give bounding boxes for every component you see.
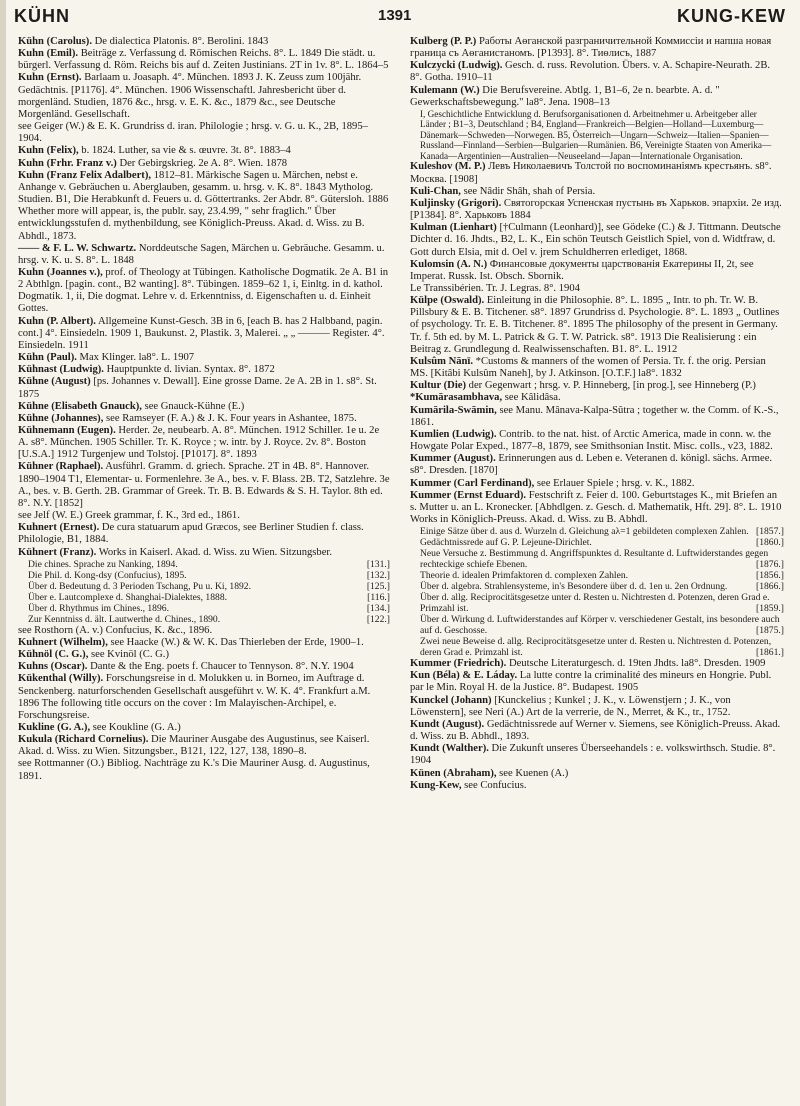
entry-body: see Gnauck-Kühne (E.): [141, 400, 245, 412]
entry-body: I, Geschichtliche Entwicklung d. Berufsorganisationen d. Arbeitnehmer u. Arbeitgeber aller Länder ; B1–3, Deutschland ; B4, England—Frankreich—Belgien—Holland—Luxemburg—Dänemark—Schweden—Norwegen. B5, Österreich—Ungarn—Schweiz—Italien—Spanien—Russland—Finnland—Serbien—Bulgarien—Rumänien. B6, Vereinigte Staaten von Amerika—Kanada—Argentinien—Australien—Neuseeland—Japan—Internationale Organisation.: [420, 108, 772, 161]
entry-heading: Kühn (Carolus).: [18, 36, 92, 47]
entry-heading: Künen (Abraham),: [410, 767, 497, 779]
entry-heading: Kuhn (Felix),: [18, 145, 79, 157]
entry-heading: Kulomsin (A. N.): [410, 258, 488, 270]
entry-body: Herder. 2e, neubearb. A. 8°. München. 1912 Schiller. 1e u. 2e A. s8°. München. 1905 Schiller. Tr. K. Royce ; w. intr. by J. Royce. 2v. 8°. Boston [U.S.A.] 1912 Turgenjew und Tolstoj. [P1017]. 8°. 1893: [18, 425, 380, 461]
entry-heading: Kuleshov (M. P.): [410, 161, 486, 173]
entry-heading: Kummer (Ernst Eduard).: [410, 489, 527, 501]
work-title: Zwei neue Beweise d. allg. Reciprocitätsgesetze unter d. Resten u. Nichtresten d. Potenzen, deren Grad e. Primzahl ist.: [420, 636, 772, 659]
entry-heading: Kundt (August).: [410, 718, 485, 730]
catalog-entry: [410, 259, 784, 283]
entry-body: Dante & the Eng. poets f. Chaucer to Tennyson. 8°. N.Y. 1904: [87, 661, 354, 673]
catalog-entry: [18, 267, 390, 316]
entry-body: Forschungsreise in d. Molukken u. in Borneo, im Auftrage d. Senckenberg. naturforschenden Gesellschaft ausgeführt v. W. K. 4°. Frankfurt a.M. 1896 The following title occurs on the cover : Im Malayischen-Archipel, e. Forschungsreise.: [18, 673, 371, 721]
catalog-entry: [410, 780, 784, 792]
entry-heading: Kühne (August): [18, 376, 91, 388]
entry-body: Die Mauriner Ausgabe des Augustinus, see Kaiserl. Akad. d. Wiss. zu Wien. Sitzungsber., B121, 122, 127, 138, 1890–8.: [18, 734, 370, 758]
entry-body: Beiträge z. Verfassung d. Römischen Reichs. 8°. L. 1849 Die städt. u. bürgerl. Verfassung d. Röm. Reichs bis auf d. Zeiten Justinians. 2T in 1v. 8°. L. 1864–5: [18, 48, 389, 72]
catalog-entry: [410, 295, 784, 356]
work-reference: [1860.]: [756, 537, 784, 549]
entry-heading: Kühnast (Ludwig).: [18, 364, 104, 376]
catalog-entry: [410, 109, 784, 162]
entry-heading: Kummer (Friedrich).: [410, 658, 507, 670]
work-reference: [1861.]: [756, 647, 784, 659]
entry-body: *Customs & manners of the women of Persia. Tr. f. the orig. Persian MS. [Kitâbi Kulsûm Naneh], by J. Atkinson. [O.T.F.] la8°. 1832: [410, 355, 766, 380]
entry-body: De cura statuarum apud Græcos, see Berliner Studien f. class. Philologie, B1, 1884.: [18, 522, 364, 546]
catalog-entry: [18, 36, 390, 48]
catalog-entry: [18, 376, 390, 400]
work-title: Über e. Lautcomplexe d. Shanghai-Dialektes, 1888.: [28, 591, 228, 603]
entry-heading: Kuhnert (Ernest).: [18, 522, 100, 534]
work-title: Über d. allg. Reciprocitätsgesetze unter d. Resten u. Nichtresten d. Potenzen, deren Grad e. Primzahl ist.: [420, 592, 770, 615]
entry-heading: Kuhn (P. Albert).: [18, 315, 96, 327]
entry-heading: Kühner (Raphael).: [18, 461, 104, 473]
entry-body: see Kouklinе (G. A.): [90, 721, 181, 733]
catalog-entry: [410, 719, 784, 743]
catalog-entry: [18, 734, 390, 758]
entry-body: see Erlauer Spiele ; hrsg. v. K., 1882.: [534, 477, 695, 489]
left-column: [18, 36, 390, 783]
entry-body: Левъ Николаевичъ Толстой по воспоминаніямъ крестьянъ. s8°. Москва. [1908]: [410, 161, 772, 185]
entry-heading: Kundt (Walther).: [410, 743, 489, 755]
entry-body: Gedächtnissrede auf Werner v. Siemens, see Königlich-Preuss. Akad. d. Wiss. zu B. Abhdl., 1893.: [410, 718, 781, 743]
catalog-entry: [410, 768, 784, 780]
entry-heading: Kumārila-Swāmin,: [410, 404, 497, 416]
work-list-item: [410, 592, 784, 614]
entry-body: see Jelf (W. E.) Greek grammar, f. K., 3rd ed., 1861.: [18, 510, 240, 522]
catalog-entry: [410, 392, 784, 404]
entry-body: Deutsche Literaturgesch. d. 19ten Jhdts. la8°. Dresden. 1909: [506, 658, 766, 670]
work-list-item: [410, 614, 784, 636]
catalog-entry: [18, 547, 390, 559]
entry-heading: Külpe (Oswald).: [410, 295, 485, 307]
entry-body: see Haacke (W.) & W. K. Das Thierleben der Erde, 1900–1.: [107, 636, 364, 648]
catalog-entry: [410, 453, 784, 477]
entry-body: b. 1824. Luther, sa vie & s. œuvre. 3t. 8°. 1883–4: [78, 145, 291, 157]
catalog-entry: [18, 461, 390, 510]
entry-body: see Kâlidâsa.: [502, 392, 561, 404]
entry-body: prof. of Theology at Tübingen. Katholische Dogmatik. 2e A. B1 in 2 Abthlgn. [pagin. cont., B2 wanting]. 8°. Tübingen. 1859–62 1, i, Einltg. in d. kathol. Dogmatik. 1, ii, Die dogmat. Lehre v. d. Erkenntniss, d. Eigenschaften u. d. Einheit Gottes.: [18, 266, 389, 315]
entry-heading: Kulsûm Nānī.: [410, 355, 473, 367]
entry-body: Hauptpunkte d. livian. Syntax. 8°. 1872: [103, 364, 275, 376]
catalog-entry: [18, 722, 390, 734]
entry-body: Max Klinger. la8°. L. 1907: [76, 352, 195, 364]
work-list-item: [18, 559, 390, 570]
catalog-entry: [18, 758, 390, 782]
right-column: [410, 36, 784, 792]
work-reference: [1876.]: [756, 559, 784, 571]
work-title: Gedächtnissrede auf G. P. Lejeune-Dirichlet.: [420, 537, 592, 549]
catalog-entry: [18, 316, 390, 352]
entry-body: 1812–81. Märkische Sagen u. Märchen, nebst e. Anhange v. Gebräuchen u. Aberglauben, gesamm. u. hrsg. v. K. 8°. 1843 Mytholog. Studien. B1, Die Herabkunft d. Feuers u. d. Göttertranks. 2er Abdr. 8°. Gütersloh. 1886 Whether more will appear, is, the publr. say, 23.4.99, " sehr fraglich." Über entwicklungsstufen d. mythenbildung, see Königlich-Preuss. Akad. d. Wiss. zu B. Abhdl., 1873.: [18, 169, 389, 242]
catalog-entry: [410, 222, 784, 258]
entry-heading: Kühne (Johannes),: [18, 412, 104, 424]
work-title: Neue Versuche z. Bestimmung d. Angriffspunktes d. Resultante d. Luftwiderstandes gegen rechteckige schiefe Ebenen.: [420, 548, 769, 571]
work-list-item: [410, 548, 784, 570]
work-reference: [1856.]: [756, 570, 784, 582]
catalog-entry: [18, 510, 390, 522]
catalog-entry: [18, 522, 390, 546]
work-reference: [125.]: [366, 580, 390, 592]
entry-body: Святогорская Успенская пустынь въ Харьков. эпархіи. 2e изд. [P1384]. 8°. Харьковъ 1884: [410, 197, 782, 222]
catalog-entry: [410, 695, 784, 719]
work-reference: [1857.]: [756, 526, 784, 538]
catalog-entry: [18, 661, 390, 673]
catalog-entry: [18, 625, 390, 637]
catalog-entry: [410, 356, 784, 380]
entry-body: De dialectica Platonis. 8°. Berolini. 1843: [91, 36, 269, 47]
catalog-entry: [410, 380, 784, 392]
entry-body: see Kvinöl (C. G.): [88, 649, 169, 661]
catalog-entry: [18, 243, 390, 267]
entry-body: see Kuenen (A.): [496, 767, 569, 779]
entry-body: [†Culmann (Leonhard)], see Gödeke (C.) & J. Tittmann. Deutsche Dichter d. 16. Jhdts., B2, L. K., Ein schön Teutsch Geistlich Spiel, von d. Widtfraw, d. Gott durch Elsia, mit d. Oel v. jrem Schuldherren erlediget, 1868.: [410, 222, 781, 258]
catalog-entry: [18, 170, 390, 243]
entry-heading: Kukline (G. A.),: [18, 721, 91, 733]
work-list-item: [18, 592, 390, 603]
entry-heading: *Kumārasambhava,: [410, 392, 503, 404]
catalog-entry: [410, 405, 784, 429]
work-title: Die chines. Sprache zu Nanking, 1894.: [28, 558, 178, 570]
entry-body: Ausführl. Gramm. d. griech. Sprache. 2T in 4B. 8°. Hannover. 1890–1904 T1, Elementar- u. Formenlehre. 3e A., bes. v. F. Blass. 2B. T2, Satzlehre. 3e A., bes. v. B. Gerth. 2B. Grammar of Greek. Tr. B. B. Edwards & S. H. Taylor. 8th ed. 8°. N.Y. [1852]: [18, 461, 390, 509]
header-left-guide-word: KÜHN: [14, 6, 70, 26]
entry-body: Die Berufsvereine. Abtlg. 1, B1–6, 2e n. bearbte. A. d. " Gewerkschaftsbewegung." la8°. Jena. 1908–13: [410, 84, 720, 108]
entry-body: see Ramseyer (F. A.) & J. K. Four years in Ashantee, 1875.: [103, 412, 357, 424]
work-title: Über d. algebra. Strahlensysteme, in's Besondere über d. d. 1en u. 2en Ordnung.: [420, 581, 728, 593]
entry-heading: Kuljinsky (Grigori).: [410, 197, 502, 209]
entry-heading: Kuli-Chan,: [410, 185, 461, 197]
entry-body: see Manu. Mânava-Kalpa-Sûtra ; together w. the Comm. of K.-S., 1861.: [410, 404, 779, 428]
work-title: Zur Kenntniss d. ält. Lautwerthe d. Chines., 1890.: [28, 613, 221, 625]
entry-heading: Kuhnert (Wilhelm),: [18, 636, 108, 648]
work-list-item: [410, 636, 784, 658]
work-list-item: [410, 581, 784, 592]
catalog-entry: [18, 145, 390, 157]
entry-body: Barlaam u. Joasaph. 4°. München. 1893 J. K. Zeuss zum 100jähr. Gedächtnis. [P1176]. 4°. München. 1906 Wissenschaftl. Jahresbericht über d. morgenländ. Studien, 1876 &c., hrsg. v. E. K. &c., 1879 &c., see Deutsche Morgenländ. Gesellschaft.: [18, 72, 362, 120]
entry-body: Festschrift z. Feier d. 100. Geburtstages K., mit Briefen an s. Mutter u. an L. Kronecker. [Abhdlgen. z. Gesch. d. Mathematik, Hft. 29]. 8°. L. 1910 Works in Königlich-Preuss. Akad. d. Wiss. zu B. Abhdl.: [410, 489, 782, 525]
work-list-item: [18, 570, 390, 581]
catalog-entry: [18, 649, 390, 661]
entry-heading: Kulemann (W.): [410, 84, 480, 96]
entry-body: Gesch. d. russ. Revolution. Übers. v. A. Schapire-Neurath. 2B. 8°. Gotha. 1910–11: [410, 60, 771, 84]
catalog-entry: [410, 85, 784, 109]
entry-heading: Kummer (August).: [410, 453, 496, 465]
entry-heading: Kühnemann (Eugen).: [18, 425, 116, 436]
catalog-entry: [410, 490, 784, 526]
entry-heading: Kühnöl (C. G.),: [18, 649, 89, 661]
entry-heading: Kukula (Richard Cornelius).: [18, 734, 149, 746]
entry-body: Einleitung in die Philosophie. 8°. L. 1895 „ Intr. to ph. Tr. W. B. Pillsbury & E. B. Titchener. s8°. 1897 Grundriss d. Psychologie. 8°. L. 1893 „ Outlines of psychology. Tr. E. B. Titchener. 8°. 1895 The philosophy of the present in Germany. Tr. f. 5th ed. by M. L. Patrick & G. T. W. Patrick. s8°. 1913 Die Realisierung : ein Beitrag z. Grundlegung d. Realwissenschaften. B1. 8°. L. 1912: [410, 295, 780, 355]
entry-body: Работы Аѳганской разграничительной Коммиссiи и напшa новая граница съ Аѳганистаномъ. [P1393]. 8°. Тиѳлисъ, 1887: [410, 36, 772, 60]
entry-heading: Kulczycki (Ludwig).: [410, 60, 503, 72]
entry-body: Contrib. to the nat. hist. of Arctic America, made in conn. w. the Howgate Polar Exped., 1877–8, 1879, see Smithsonian Instit. Misc. colls., v23, 1882.: [410, 428, 773, 453]
entry-body: La lutte contre la criminalité des mineurs en Hongrie. Publ. par le Min. Royal H. de la Justice. 8°. Budapest. 1905: [410, 670, 772, 694]
catalog-entry: [18, 673, 390, 722]
entry-heading: Kuhn (Frhr. Franz v.): [18, 157, 117, 169]
entry-heading: Kummer (Carl Ferdinand),: [410, 477, 535, 489]
catalog-entry: [18, 48, 390, 72]
entry-body: see Nâdir Shâh, shah of Persia.: [460, 185, 596, 197]
entry-heading: Kunckel (Johann): [410, 694, 492, 706]
entry-body: Le Transsibérien. Tr. J. Legras. 8°. 1904: [410, 283, 580, 294]
entry-heading: Kuhns (Oscar).: [18, 661, 88, 673]
work-list-item: [18, 603, 390, 614]
entry-heading: Kun (Béla) & E. Láday.: [410, 670, 518, 682]
work-title: Über d. Rhythmus im Chines., 1896.: [28, 602, 169, 614]
catalog-entry: [410, 36, 784, 60]
work-reference: [122.]: [366, 613, 390, 625]
work-title: Die Phil. d. Kong-dsy (Confucius), 1895.: [28, 569, 187, 581]
entry-heading: Kühnert (Franz).: [18, 546, 97, 558]
entry-heading: Kühne (Elisabeth Gnauck),: [18, 400, 142, 412]
catalog-entry: [410, 198, 784, 222]
work-reference: [132.]: [366, 569, 390, 581]
work-list-item: [18, 614, 390, 625]
entry-body: Norddeutsche Sagen, Märchen u. Gebräuche. Gesamm. u. hrsg. v. K. u. S. 8°. L. 1848: [18, 242, 385, 266]
catalog-entry: [410, 161, 784, 185]
entry-body: see Rottmanner (O.) Bibliog. Nachträge zu K.'s Die Mauriner Ausg. d. Augustinus, 1891.: [18, 758, 370, 782]
entry-body: Erinnerungen aus d. Leben e. Veteranen d. königl. sächs. Armee. s8°. Dresden. [1870]: [410, 453, 773, 477]
entry-body: see Confucius.: [461, 779, 527, 791]
catalog-entry: [410, 283, 784, 295]
catalog-entry: [18, 401, 390, 413]
work-title: Theorie d. idealen Primfaktoren d. complexen Zahlen.: [420, 570, 629, 582]
work-list-item: [410, 537, 784, 548]
entry-body: Works in Kaiserl. Akad. d. Wiss. zu Wien. Sitzungsber.: [96, 546, 333, 558]
catalog-entry: [18, 364, 390, 376]
catalog-entry: [18, 413, 390, 425]
catalog-entry: [410, 186, 784, 198]
work-reference: [131.]: [366, 558, 390, 570]
catalog-entry: [410, 429, 784, 453]
work-title: Über d. Bedeutung d. 3 Perioden Tschang, Pu u. Ki, 1892.: [28, 580, 251, 592]
entry-body: see Geiger (W.) & E. K. Grundriss d. iran. Philologie ; hrsg. v. G. u. K., 2B, 1895–1904.: [18, 121, 368, 145]
catalog-entry: [410, 478, 784, 490]
work-reference: [1866.]: [756, 581, 784, 593]
work-list-item: [410, 570, 784, 581]
catalog-entry: [18, 72, 390, 121]
entry-heading: Kuhn (Franz Felix Adalbert),: [18, 169, 152, 181]
catalog-entry: [18, 425, 390, 461]
entry-body: see Rosthorn (A. v.) Confucius, K. &c., 1896.: [18, 624, 213, 636]
entry-heading: Kulberg (P. P.): [410, 36, 477, 47]
work-list-item: [18, 581, 390, 592]
entry-heading: Kühn (Paul).: [18, 352, 77, 364]
catalog-entry: [410, 743, 784, 767]
work-reference: [134.]: [366, 602, 390, 614]
catalog-entry: [18, 637, 390, 649]
page-gutter: [0, 0, 6, 1106]
entry-body: [ps. Johannes v. Dewall]. Eine grosse Dame. 2e A. 2B in 1. s8°. St. 1875: [18, 376, 377, 400]
work-reference: [1859.]: [756, 603, 784, 615]
work-reference: [116.]: [367, 591, 390, 603]
entry-body: [Kunckelius ; Kunkel ; J. K., v. Löwenstjern ; J. K., von Löwenstern], see Neri (A.) Art de la verrerie, de N., Merret, & K., tr., 1752.: [410, 694, 731, 718]
entry-body: der Gegenwart ; hrsg. v. P. Hinneberg, [in prog.], see Hinneberg (P.): [466, 380, 756, 392]
work-title: Einige Sätze über d. aus d. Wurzeln d. Gleichung aλ=1 gebildeten complexen Zahlen.: [420, 526, 749, 538]
catalog-entry: [18, 158, 390, 170]
work-reference: [1875.]: [756, 625, 784, 637]
catalog-entry: [410, 658, 784, 670]
entry-body: Die Zukunft unseres Überseehandels : e. volkswirthsch. Studie. 8°. 1904: [410, 743, 776, 767]
catalog-entry: [18, 352, 390, 364]
header-right-guide-word: KUNG-KEW: [677, 6, 786, 26]
entry-heading: Kuhn (Emil).: [18, 48, 79, 60]
entry-heading: Kuhn (Ernst).: [18, 72, 82, 84]
entry-heading: Kumlien (Ludwig).: [410, 428, 497, 440]
catalog-entry: [410, 670, 784, 694]
catalog-entry: [410, 60, 784, 84]
entry-body: Allgemeine Kunst-Gesch. 3B in 6, [each B. has 2 Halbband, pagin. cont.] 4°. Einsiedeln. 1909 1, Baukunst. 2, Plastik. 3, Malerei. „ „ ——— Register. 4°. Einsiedeln. 1911: [18, 315, 385, 351]
entry-heading: Kultur (Die): [410, 380, 467, 392]
entry-heading: Kung-Kew,: [410, 779, 462, 791]
entry-heading: Kuhn (Joannes v.),: [18, 266, 103, 278]
work-title: Über d. Wirkung d. Luftwiderstandes auf Körper v. verschiedener Gestalt, ins besondere auch auf d. Geschosse.: [420, 614, 780, 637]
entry-body: Финансовые документы царствованія Екатерины II, 2t, see Imperat. Russk. Ist. Obsch. Sbornik.: [410, 258, 754, 282]
entry-heading: —— & F. L. W. Schwartz.: [18, 242, 137, 254]
entry-heading: Kulman (Lienhart): [410, 222, 497, 234]
entry-heading: Kükenthal (Willy).: [18, 673, 104, 685]
catalog-entry: [18, 121, 390, 145]
work-list-item: [410, 526, 784, 537]
entry-body: Der Gebirgskrieg. 2e A. 8°. Wien. 1878: [116, 157, 288, 169]
running-header: [0, 6, 800, 28]
page-number: 1391: [378, 7, 412, 24]
